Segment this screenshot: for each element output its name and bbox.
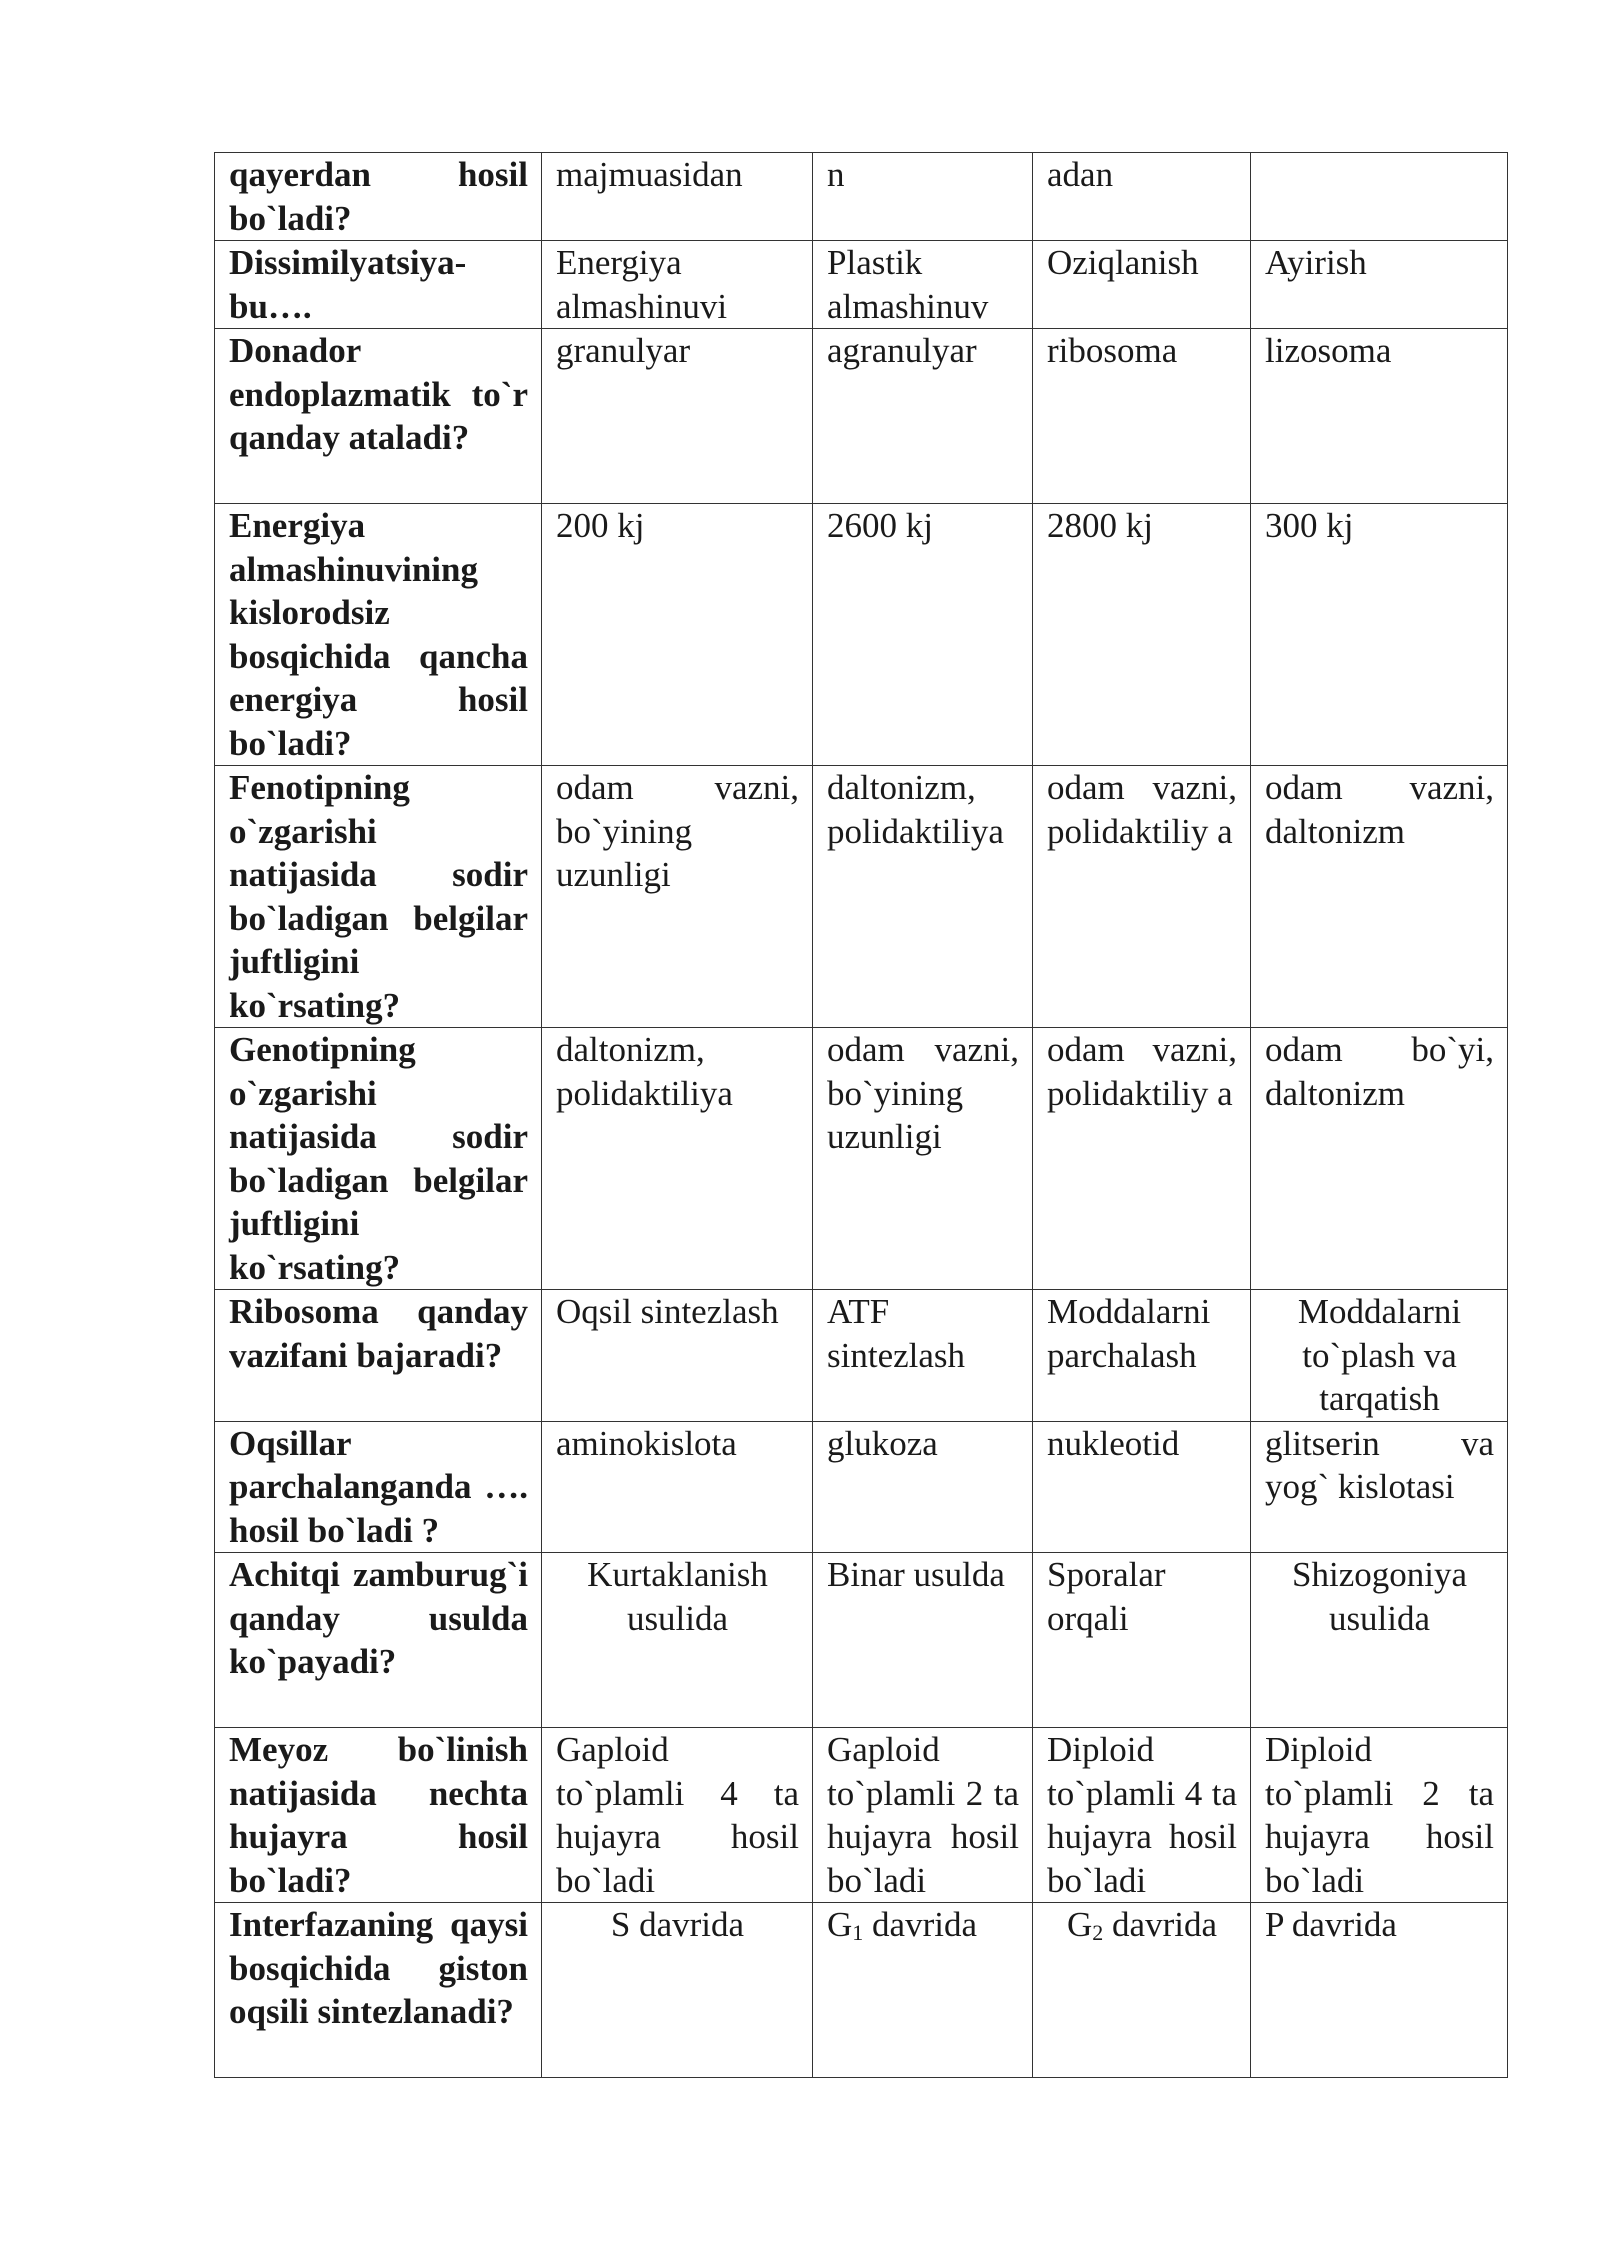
answer-a-cell: Kurtaklanish usulida bbox=[542, 1553, 813, 1728]
question-cell: qayerdan hosil bo`ladi? bbox=[215, 153, 542, 241]
answer-c-cell: Oziqlanish bbox=[1033, 241, 1251, 329]
answer-a-cell: aminokislota bbox=[542, 1421, 813, 1553]
answer-b-cell: Gaploid to`plamli 2 ta hujayra hosil bo`ladi bbox=[813, 1728, 1033, 1903]
answer-d-cell: P davrida bbox=[1251, 1903, 1508, 2078]
answer-b-cell: daltonizm, polidaktiliya bbox=[813, 766, 1033, 1028]
question-cell: Interfazaning qaysi bosqichida giston oqsili sintezlanadi? bbox=[215, 1903, 542, 2078]
answer-c-cell: adan bbox=[1033, 153, 1251, 241]
table-row bbox=[215, 1421, 1508, 1553]
answer-c-cell: 2800 kj bbox=[1033, 504, 1251, 766]
answer-b-cell: odam vazni, bo`yining uzunligi bbox=[813, 1028, 1033, 1290]
answer-c-cell: ribosoma bbox=[1033, 329, 1251, 504]
answer-a-cell: Gaploid to`plamli 4 ta hujayra hosil bo`ladi bbox=[542, 1728, 813, 1903]
answer-b-cell: glukoza bbox=[813, 1421, 1033, 1553]
answer-b-cell: ATF sintezlash bbox=[813, 1290, 1033, 1422]
answer-b-cell: Plastik almashinuv bbox=[813, 241, 1033, 329]
answer-b-cell: agranulyar bbox=[813, 329, 1033, 504]
answer-b-cell: G1 davrida bbox=[813, 1903, 1033, 2078]
answer-c-cell: odam vazni, polidaktiliy a bbox=[1033, 766, 1251, 1028]
question-cell: Fenotipning o`zgarishi natijasida sodir bo`ladigan belgilar juftligini ko`rsating? bbox=[215, 766, 542, 1028]
answer-c-cell: Diploid to`plamli 4 ta hujayra hosil bo`ladi bbox=[1033, 1728, 1251, 1903]
answer-a-cell: odam vazni, bo`yining uzunligi bbox=[542, 766, 813, 1028]
answer-c-cell: Moddalarni parchalash bbox=[1033, 1290, 1251, 1422]
table-row bbox=[215, 241, 1508, 329]
answer-d-cell bbox=[1251, 153, 1508, 241]
table-row bbox=[215, 1903, 1508, 2078]
answer-c-cell: Sporalar orqali bbox=[1033, 1553, 1251, 1728]
table-row bbox=[215, 153, 1508, 241]
table-row bbox=[215, 1728, 1508, 1903]
answer-d-cell: Moddalarni to`plash va tarqatish bbox=[1251, 1290, 1508, 1422]
answer-a-cell: daltonizm, polidaktiliya bbox=[542, 1028, 813, 1290]
answer-c-cell: nukleotid bbox=[1033, 1421, 1251, 1553]
answer-d-cell: glitserin va yog` kislotasi bbox=[1251, 1421, 1508, 1553]
answer-d-cell: odam vazni, daltonizm bbox=[1251, 766, 1508, 1028]
answer-a-cell: majmuasidan bbox=[542, 153, 813, 241]
answer-c-cell: G2 davrida bbox=[1033, 1903, 1251, 2078]
answer-c-cell: odam vazni, polidaktiliy a bbox=[1033, 1028, 1251, 1290]
answer-d-cell: odam bo`yi, daltonizm bbox=[1251, 1028, 1508, 1290]
answer-b-cell: 2600 kj bbox=[813, 504, 1033, 766]
answer-d-cell: Shizogoniya usulida bbox=[1251, 1553, 1508, 1728]
question-cell: Genotipning o`zgarishi natijasida sodir bo`ladigan belgilar juftligini ko`rsating? bbox=[215, 1028, 542, 1290]
question-cell: Achitqi zamburug`i qanday usulda ko`payadi? bbox=[215, 1553, 542, 1728]
table-row bbox=[215, 1553, 1508, 1728]
answer-a-cell: granulyar bbox=[542, 329, 813, 504]
answer-d-cell: 300 kj bbox=[1251, 504, 1508, 766]
question-cell: Ribosoma qanday vazifani bajaradi? bbox=[215, 1290, 542, 1422]
question-cell: Meyoz bo`linish natijasida nechta hujayra hosil bo`ladi? bbox=[215, 1728, 542, 1903]
question-cell: Donador endoplazmatik to`r qanday ataladi? bbox=[215, 329, 542, 504]
answer-b-cell: n bbox=[813, 153, 1033, 241]
quiz-table bbox=[214, 152, 1508, 2078]
table-row bbox=[215, 1290, 1508, 1422]
answer-d-cell: lizosoma bbox=[1251, 329, 1508, 504]
table-row bbox=[215, 504, 1508, 766]
table-row bbox=[215, 766, 1508, 1028]
table-row bbox=[215, 1028, 1508, 1290]
answer-a-cell: Oqsil sintezlash bbox=[542, 1290, 813, 1422]
answer-a-cell: Energiya almashinuvi bbox=[542, 241, 813, 329]
answer-d-cell: Ayirish bbox=[1251, 241, 1508, 329]
answer-d-cell: Diploid to`plamli 2 ta hujayra hosil bo`ladi bbox=[1251, 1728, 1508, 1903]
table-row bbox=[215, 329, 1508, 504]
question-cell: Energiya almashinuvining kislorodsiz bosqichida qancha energiya hosil bo`ladi? bbox=[215, 504, 542, 766]
question-cell: Dissimilyatsiya- bu…. bbox=[215, 241, 542, 329]
answer-a-cell: 200 kj bbox=[542, 504, 813, 766]
question-cell: Oqsillar parchalanganda …. hosil bo`ladi ? bbox=[215, 1421, 542, 1553]
answer-b-cell: Binar usulda bbox=[813, 1553, 1033, 1728]
answer-a-cell: S davrida bbox=[542, 1903, 813, 2078]
